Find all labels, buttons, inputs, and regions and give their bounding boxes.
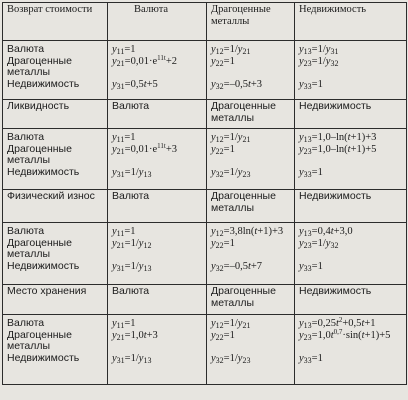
header-return-of-value: Возврат стоимости: [3, 3, 108, 41]
formula-cell: $y_{13}=1,0-\ln(t+1)+3$ $y_{23}=1,0-\ln(t+1)+5$ $y_{33}=1$: [295, 129, 407, 190]
formula-cell: $y_{12}=1/y_{21}$ $y_{22}=1$ $y_{32}=-0,5t+3$: [207, 41, 295, 100]
formula-cell: $y_{13}=0,4t+3,0$ $y_{23}=1/y_{32}$ $y_{33}=1$: [295, 223, 407, 285]
row-labels: Валюта Драгоценные металлы Недвижимость: [3, 41, 108, 100]
section-col-realty: Недвижимость: [295, 190, 407, 223]
header-real-estate: Недвижимость: [295, 3, 407, 41]
section-title-physical-wear: Физический износ: [3, 190, 108, 223]
table-row: [3, 223, 407, 285]
formula-cell: $y_{12}=3,8\ln(t+1)+3$ $y_{22}=1$ $y_{32}=-0,5t+7$: [207, 223, 295, 285]
formula-cell: $y_{11}=1$ $y_{21}=0,01\cdot e^{11t}+2$ $y_{31}=0,5t+5$: [108, 41, 207, 100]
section-col-metals: Драгоценные металлы: [207, 100, 295, 129]
formula-cell: $y_{11}=1$ $y_{21}=1/y_{12}$ $y_{31}=1/y_{13}$: [108, 223, 207, 285]
table-row: [3, 129, 407, 190]
section-header-row: [3, 100, 407, 129]
section-col-currency: Валюта: [108, 285, 207, 315]
header-currency: Валюта: [108, 3, 207, 41]
section-title-liquidity: Ликвидность: [3, 100, 108, 129]
row-labels: Валюта Драгоценные металлы Недвижимость: [3, 315, 108, 385]
section-col-metals: Драгоценные металлы: [207, 190, 295, 223]
formula-cell: $y_{13}=1/y_{31}$ $y_{23}=1/y_{32}$ $y_{33}=1$: [295, 41, 407, 100]
section-title-storage-location: Место хранения: [3, 285, 108, 315]
table-header-row: [3, 3, 407, 41]
formula-cell: $y_{11}=1$ $y_{21}=0,01\cdot e^{11t}+3$ $y_{31}=1/y_{13}$: [108, 129, 207, 190]
row-labels: Валюта Драгоценные металлы Недвижимость: [3, 223, 108, 285]
table-row: [3, 315, 407, 385]
comparison-table: [2, 2, 407, 385]
formula-cell: $y_{12}=1/y_{21}$ $y_{22}=1$ $y_{32}=1/y_{23}$: [207, 129, 295, 190]
section-col-realty: Недвижимость: [295, 100, 407, 129]
formula-cell: $y_{12}=1/y_{21}$ $y_{22}=1$ $y_{32}=1/y_{23}$: [207, 315, 295, 385]
section-col-realty: Недвижимость: [295, 285, 407, 315]
formula-cell: $y_{13}=0,25t^2+0,5t+1$ $y_{23}=1,0t^{0,7}\cdot\sin(t+1)+5$ $y_{33}=1$: [295, 315, 407, 385]
section-col-currency: Валюта: [108, 190, 207, 223]
formula-cell: $y_{11}=1$ $y_{21}=1,0t+3$ $y_{31}=1/y_{13}$: [108, 315, 207, 385]
section-header-row: [3, 285, 407, 315]
section-header-row: [3, 190, 407, 223]
section-col-currency: Валюта: [108, 100, 207, 129]
row-labels: Валюта Драгоценные металлы Недвижимость: [3, 129, 108, 190]
table-row: [3, 41, 407, 100]
header-precious-metals: Драгоценные металлы: [207, 3, 295, 41]
section-col-metals: Драгоценные металлы: [207, 285, 295, 315]
